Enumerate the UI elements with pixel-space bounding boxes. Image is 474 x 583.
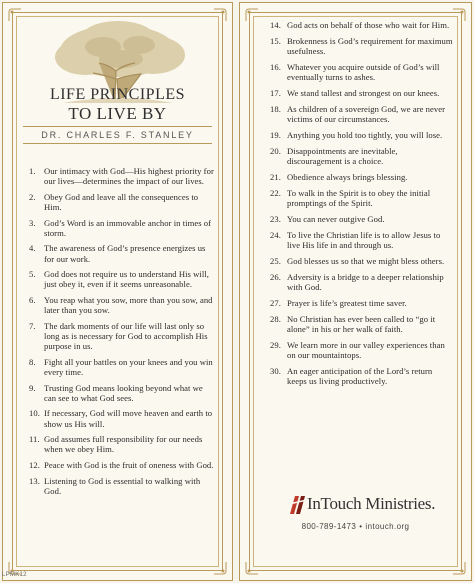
- principle-number: 1.: [29, 166, 36, 176]
- principle-number: 16.: [270, 61, 281, 72]
- principle-item: [29, 476, 216, 496]
- principle-text: Whatever you acquire outside of God’s will eventually turns to ashes.: [287, 61, 440, 83]
- principle-item: [270, 256, 453, 266]
- corner-flourish-icon: [452, 561, 466, 575]
- principle-text: If necessary, God will move heaven and earth to show us His will.: [44, 408, 213, 429]
- principle-number: 25.: [270, 256, 281, 267]
- title-line-2: TO LIVE BY: [68, 104, 167, 123]
- principle-item: [29, 321, 216, 352]
- principle-item: [29, 269, 216, 289]
- principle-number: 9.: [29, 382, 36, 393]
- principle-item: [270, 146, 453, 166]
- principle-number: 10.: [29, 408, 40, 419]
- principle-number: 8.: [29, 356, 36, 367]
- principle-item: [270, 104, 453, 124]
- principle-text: Obey God and leave all the consequences to Him.: [44, 191, 199, 212]
- contact-line: [256, 522, 455, 531]
- principle-text: Our intimacy with God—His highest priority for our lives—determines the impact of our lives.: [44, 166, 214, 187]
- principle-text: God blesses us so that we might bless others.: [287, 256, 445, 267]
- principle-text: Trusting God means looking beyond what we can see to what God sees.: [44, 382, 203, 403]
- principle-item: [270, 88, 453, 98]
- principle-number: 4.: [29, 243, 36, 254]
- principle-item: [29, 434, 216, 454]
- intouch-logo: [256, 492, 455, 516]
- left-bookmark: [2, 2, 233, 581]
- intouch-logo-icon: [287, 492, 309, 516]
- principle-number: 26.: [270, 271, 281, 282]
- principle-text: An eager anticipation of the Lord’s return keeps us living productively.: [287, 366, 433, 387]
- principle-number: 13.: [29, 475, 40, 486]
- principle-item: [270, 314, 453, 334]
- principle-text: God assumes full responsibility for our needs when we obey Him.: [44, 434, 203, 455]
- principle-number: 12.: [29, 459, 40, 470]
- principle-item: [29, 357, 216, 377]
- title-line-1: LIFE PRINCIPLES: [49, 86, 186, 103]
- principle-item: [270, 340, 453, 360]
- principle-item: [29, 383, 216, 403]
- principle-number: 11.: [29, 434, 40, 445]
- principle-text: God does not require us to understand His will, just obey it, even if it seems unreasonable.: [44, 269, 209, 290]
- principle-number: 27.: [270, 298, 281, 308]
- principle-item: [270, 366, 453, 386]
- principle-text: Anything you hold too tightly, you will lose.: [287, 130, 443, 141]
- principle-item: [270, 130, 453, 140]
- principle-number: 3.: [29, 217, 36, 228]
- principle-number: 29.: [270, 339, 281, 350]
- principle-text: God’s Word is an immovable anchor in times of storm.: [44, 217, 212, 238]
- principle-text: Brokenness is God’s requirement for maximum usefulness.: [287, 35, 453, 57]
- principle-number: 24.: [270, 229, 281, 240]
- principle-number: 30.: [270, 366, 281, 377]
- principle-text: Listening to God is essential to walking with God.: [44, 475, 201, 496]
- principle-item: [270, 214, 453, 224]
- principle-text: The awareness of God’s presence energizes us for our work.: [44, 243, 206, 264]
- principle-number: 2.: [29, 191, 36, 202]
- principle-item: [29, 408, 216, 428]
- principle-item: [29, 166, 216, 186]
- principles-list-right: [270, 20, 453, 392]
- principle-item: [29, 295, 216, 315]
- principle-number: 19.: [270, 130, 281, 141]
- logo-text: InTouch Ministries.: [307, 494, 436, 513]
- principle-text: We learn more in our valley experiences than on our mountaintops.: [287, 339, 445, 361]
- principle-item: [29, 218, 216, 238]
- principle-text: Prayer is life’s greatest time saver.: [287, 298, 407, 308]
- corner-flourish-icon: [245, 561, 259, 575]
- principle-text: Fight all your battles on your knees and you win every time.: [44, 356, 213, 377]
- principle-number: 22.: [270, 187, 281, 198]
- corner-flourish-icon: [8, 8, 22, 22]
- principle-item: [270, 20, 453, 30]
- product-code: LPMK12: [2, 572, 27, 578]
- principle-number: 20.: [270, 145, 281, 156]
- principle-item: [29, 243, 216, 263]
- principle-text: No Christian has ever been called to “go it alone” in his or her walk of faith.: [287, 313, 436, 335]
- corner-flourish-icon: [213, 561, 227, 575]
- principle-item: [270, 298, 453, 308]
- corner-flourish-icon: [245, 8, 259, 22]
- right-bookmark: [239, 2, 472, 581]
- separator: •: [359, 522, 363, 531]
- principle-item: [270, 172, 453, 182]
- principle-item: [270, 62, 453, 82]
- principle-number: 17.: [270, 88, 281, 99]
- principle-text: As children of a sovereign God, we are never victims of our circumstances.: [287, 103, 446, 125]
- author-name: DR. CHARLES F. STANLEY: [23, 126, 212, 144]
- page-title: [21, 85, 214, 123]
- principle-number: 23.: [270, 214, 281, 225]
- principle-item: [29, 192, 216, 212]
- principle-item: [270, 188, 453, 208]
- principle-text: We stand tallest and strongest on our knees.: [287, 88, 440, 99]
- website-link[interactable]: intouch.org: [365, 522, 410, 531]
- principle-number: 15.: [270, 35, 281, 46]
- principle-item: [270, 272, 453, 292]
- principle-text: God acts on behalf of those who wait for Him.: [287, 20, 450, 30]
- principles-list-left: [29, 166, 216, 501]
- principle-number: 6.: [29, 294, 36, 305]
- principle-text: Adversity is a bridge to a deeper relationship with God.: [287, 271, 444, 293]
- principle-item: [270, 230, 453, 250]
- corner-flourish-icon: [452, 8, 466, 22]
- principle-number: 5.: [29, 269, 36, 280]
- principle-text: To live the Christian life is to allow Jesus to live His life in and through us.: [287, 229, 441, 251]
- principle-text: You reap what you sow, more than you sow, and later than you sow.: [44, 294, 213, 316]
- principle-number: 21.: [270, 172, 281, 183]
- phone-number: 800-789-1473: [301, 522, 357, 531]
- principle-text: The dark moments of our life will last only so long as is necessary for God to accomplish His purpose in us.: [44, 320, 208, 352]
- principle-text: You can never outgive God.: [287, 214, 385, 225]
- principle-number: 28.: [270, 313, 281, 324]
- corner-flourish-icon: [213, 8, 227, 22]
- principle-item: [270, 36, 453, 56]
- principle-item: [29, 460, 216, 470]
- principle-number: 14.: [270, 20, 281, 30]
- principle-text: Obedience always brings blessing.: [287, 172, 408, 183]
- principle-number: 7.: [29, 320, 36, 331]
- principle-text: To walk in the Spirit is to obey the initial promptings of the Spirit.: [287, 187, 431, 209]
- principle-text: Peace with God is the fruit of oneness with God.: [44, 459, 214, 470]
- principle-text: Disappointments are inevitable, discouragement is a choice.: [287, 145, 398, 167]
- principle-number: 18.: [270, 103, 281, 114]
